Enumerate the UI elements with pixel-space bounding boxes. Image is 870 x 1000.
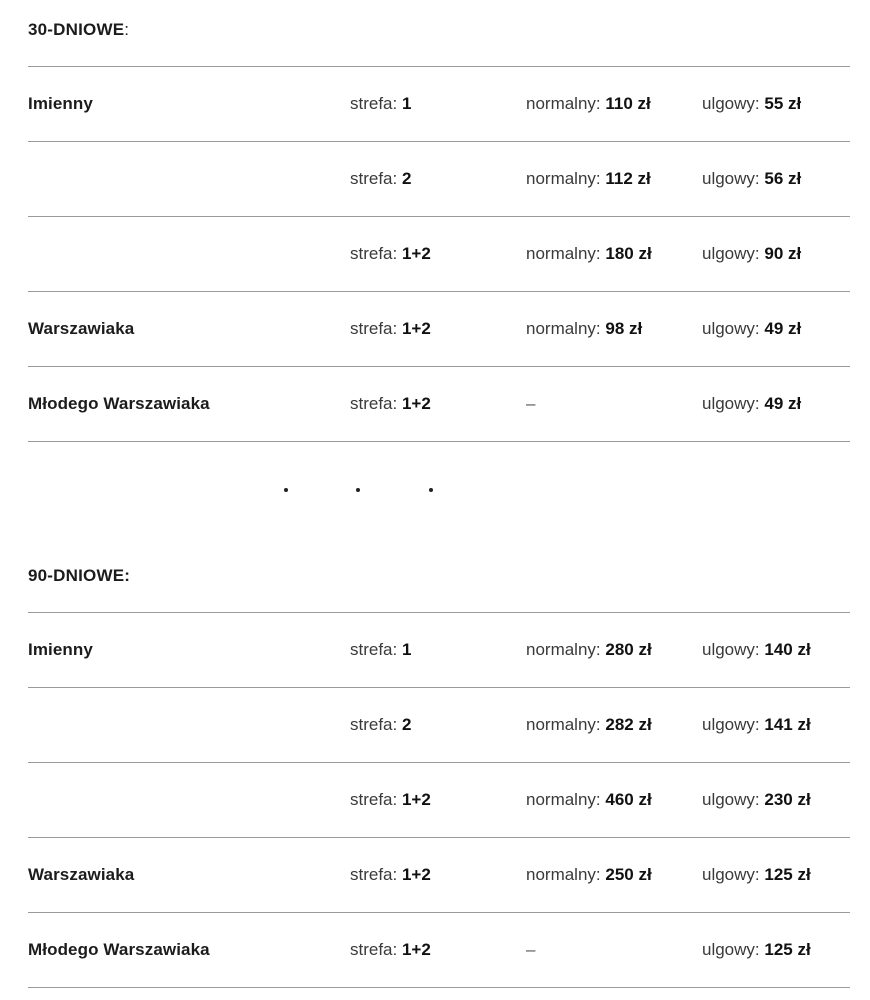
separator-dots bbox=[0, 488, 870, 508]
discount-price-cell bbox=[702, 763, 811, 837]
discount-price-label: ulgowy: bbox=[702, 394, 765, 413]
section-title-colon: : bbox=[124, 566, 131, 585]
zone-cell bbox=[350, 763, 431, 837]
normal-price-cell bbox=[526, 217, 652, 291]
table-row bbox=[28, 763, 850, 838]
zone-cell bbox=[350, 838, 431, 912]
discount-price-label: ulgowy: bbox=[702, 319, 765, 338]
normal-price-dash: – bbox=[526, 940, 536, 959]
discount-price-label: ulgowy: bbox=[702, 640, 765, 659]
normal-price-value: 250 zł bbox=[605, 865, 652, 884]
zone-cell bbox=[350, 613, 411, 687]
discount-price-value: 230 zł bbox=[764, 790, 811, 809]
normal-price-cell bbox=[526, 838, 652, 912]
normal-price-label: normalny: bbox=[526, 169, 606, 188]
zone-label: strefa: bbox=[350, 865, 402, 884]
zone-cell bbox=[350, 367, 431, 441]
zone-value: 1+2 bbox=[401, 940, 431, 959]
discount-price-cell bbox=[702, 67, 801, 141]
zone-cell bbox=[350, 292, 431, 366]
zone-value: 1+2 bbox=[401, 865, 431, 884]
ticket-name: Imienny bbox=[28, 94, 93, 113]
zone-label: strefa: bbox=[350, 394, 402, 413]
table-row bbox=[28, 913, 850, 988]
normal-price-value: 282 zł bbox=[605, 715, 652, 734]
discount-price-label: ulgowy: bbox=[702, 715, 765, 734]
normal-price-label: normalny: bbox=[526, 640, 606, 659]
price-table-30-day bbox=[28, 66, 850, 442]
separator-dot bbox=[356, 488, 360, 492]
normal-price-cell bbox=[526, 67, 651, 141]
ticket-name: Młodego Warszawiaka bbox=[28, 394, 210, 413]
normal-price-label: normalny: bbox=[526, 865, 606, 884]
normal-price-label: normalny: bbox=[526, 715, 606, 734]
section-title-90-day bbox=[28, 566, 130, 586]
discount-price-cell bbox=[702, 217, 801, 291]
discount-price-label: ulgowy: bbox=[702, 940, 765, 959]
zone-value: 1 bbox=[401, 640, 412, 659]
zone-value: 1 bbox=[401, 94, 412, 113]
zone-cell bbox=[350, 142, 411, 216]
table-row bbox=[28, 67, 850, 142]
zone-cell bbox=[350, 913, 431, 987]
discount-price-value: 140 zł bbox=[764, 640, 811, 659]
discount-price-label: ulgowy: bbox=[702, 169, 765, 188]
zone-value: 1+2 bbox=[401, 394, 431, 413]
table-row bbox=[28, 688, 850, 763]
zone-cell bbox=[350, 67, 411, 141]
discount-price-cell bbox=[702, 292, 801, 366]
section-title-text: 90-DNIOWE bbox=[28, 566, 125, 585]
normal-price-value: 98 zł bbox=[605, 319, 643, 338]
normal-price-cell bbox=[526, 292, 642, 366]
discount-price-label: ulgowy: bbox=[702, 790, 765, 809]
discount-price-cell bbox=[702, 913, 811, 987]
table-row bbox=[28, 217, 850, 292]
discount-price-value: 141 zł bbox=[764, 715, 811, 734]
section-title-30-day bbox=[28, 20, 129, 40]
zone-label: strefa: bbox=[350, 640, 402, 659]
section-title-colon: : bbox=[124, 20, 130, 39]
table-row bbox=[28, 142, 850, 217]
ticket-name: Młodego Warszawiaka bbox=[28, 940, 210, 959]
discount-price-cell bbox=[702, 613, 811, 687]
separator-dot bbox=[284, 488, 288, 492]
ticket-name: Imienny bbox=[28, 640, 93, 659]
section-title-text: 30-DNIOWE bbox=[28, 20, 125, 39]
zone-label: strefa: bbox=[350, 715, 402, 734]
normal-price-label: normalny: bbox=[526, 244, 606, 263]
discount-price-cell bbox=[702, 367, 801, 441]
discount-price-value: 49 zł bbox=[764, 394, 802, 413]
discount-price-value: 125 zł bbox=[764, 940, 811, 959]
zone-label: strefa: bbox=[350, 169, 402, 188]
discount-price-label: ulgowy: bbox=[702, 865, 765, 884]
normal-price-value: 112 zł bbox=[605, 169, 651, 188]
discount-price-cell bbox=[702, 838, 811, 912]
discount-price-cell bbox=[702, 688, 811, 762]
normal-price-value: 180 zł bbox=[605, 244, 652, 263]
zone-value: 1+2 bbox=[401, 244, 431, 263]
table-row bbox=[28, 613, 850, 688]
normal-price-cell bbox=[526, 688, 652, 762]
zone-value: 2 bbox=[401, 169, 412, 188]
discount-price-value: 56 zł bbox=[764, 169, 802, 188]
normal-price-value: 110 zł bbox=[605, 94, 651, 113]
normal-price-cell bbox=[526, 142, 651, 216]
normal-price-dash: – bbox=[526, 394, 536, 413]
zone-value: 1+2 bbox=[401, 790, 431, 809]
zone-label: strefa: bbox=[350, 790, 402, 809]
normal-price-cell bbox=[526, 763, 652, 837]
normal-price-label: normalny: bbox=[526, 319, 606, 338]
discount-price-value: 90 zł bbox=[764, 244, 802, 263]
discount-price-value: 125 zł bbox=[764, 865, 811, 884]
separator-dot bbox=[429, 488, 433, 492]
table-row bbox=[28, 838, 850, 913]
normal-price-value: 460 zł bbox=[605, 790, 652, 809]
normal-price-cell bbox=[526, 613, 652, 687]
zone-label: strefa: bbox=[350, 244, 402, 263]
discount-price-label: ulgowy: bbox=[702, 244, 765, 263]
table-row bbox=[28, 367, 850, 442]
normal-price-label: normalny: bbox=[526, 790, 606, 809]
zone-value: 1+2 bbox=[401, 319, 431, 338]
discount-price-cell bbox=[702, 142, 801, 216]
zone-value: 2 bbox=[401, 715, 412, 734]
ticket-name: Warszawiaka bbox=[28, 865, 135, 884]
zone-label: strefa: bbox=[350, 940, 402, 959]
normal-price-value: 280 zł bbox=[605, 640, 652, 659]
ticket-name: Warszawiaka bbox=[28, 319, 135, 338]
discount-price-label: ulgowy: bbox=[702, 94, 765, 113]
discount-price-value: 49 zł bbox=[764, 319, 802, 338]
zone-cell bbox=[350, 688, 411, 762]
zone-label: strefa: bbox=[350, 319, 402, 338]
normal-price-cell bbox=[526, 913, 535, 987]
normal-price-label: normalny: bbox=[526, 94, 606, 113]
zone-cell bbox=[350, 217, 431, 291]
price-table-90-day bbox=[28, 612, 850, 988]
discount-price-value: 55 zł bbox=[764, 94, 802, 113]
table-row bbox=[28, 292, 850, 367]
normal-price-cell bbox=[526, 367, 535, 441]
zone-label: strefa: bbox=[350, 94, 402, 113]
